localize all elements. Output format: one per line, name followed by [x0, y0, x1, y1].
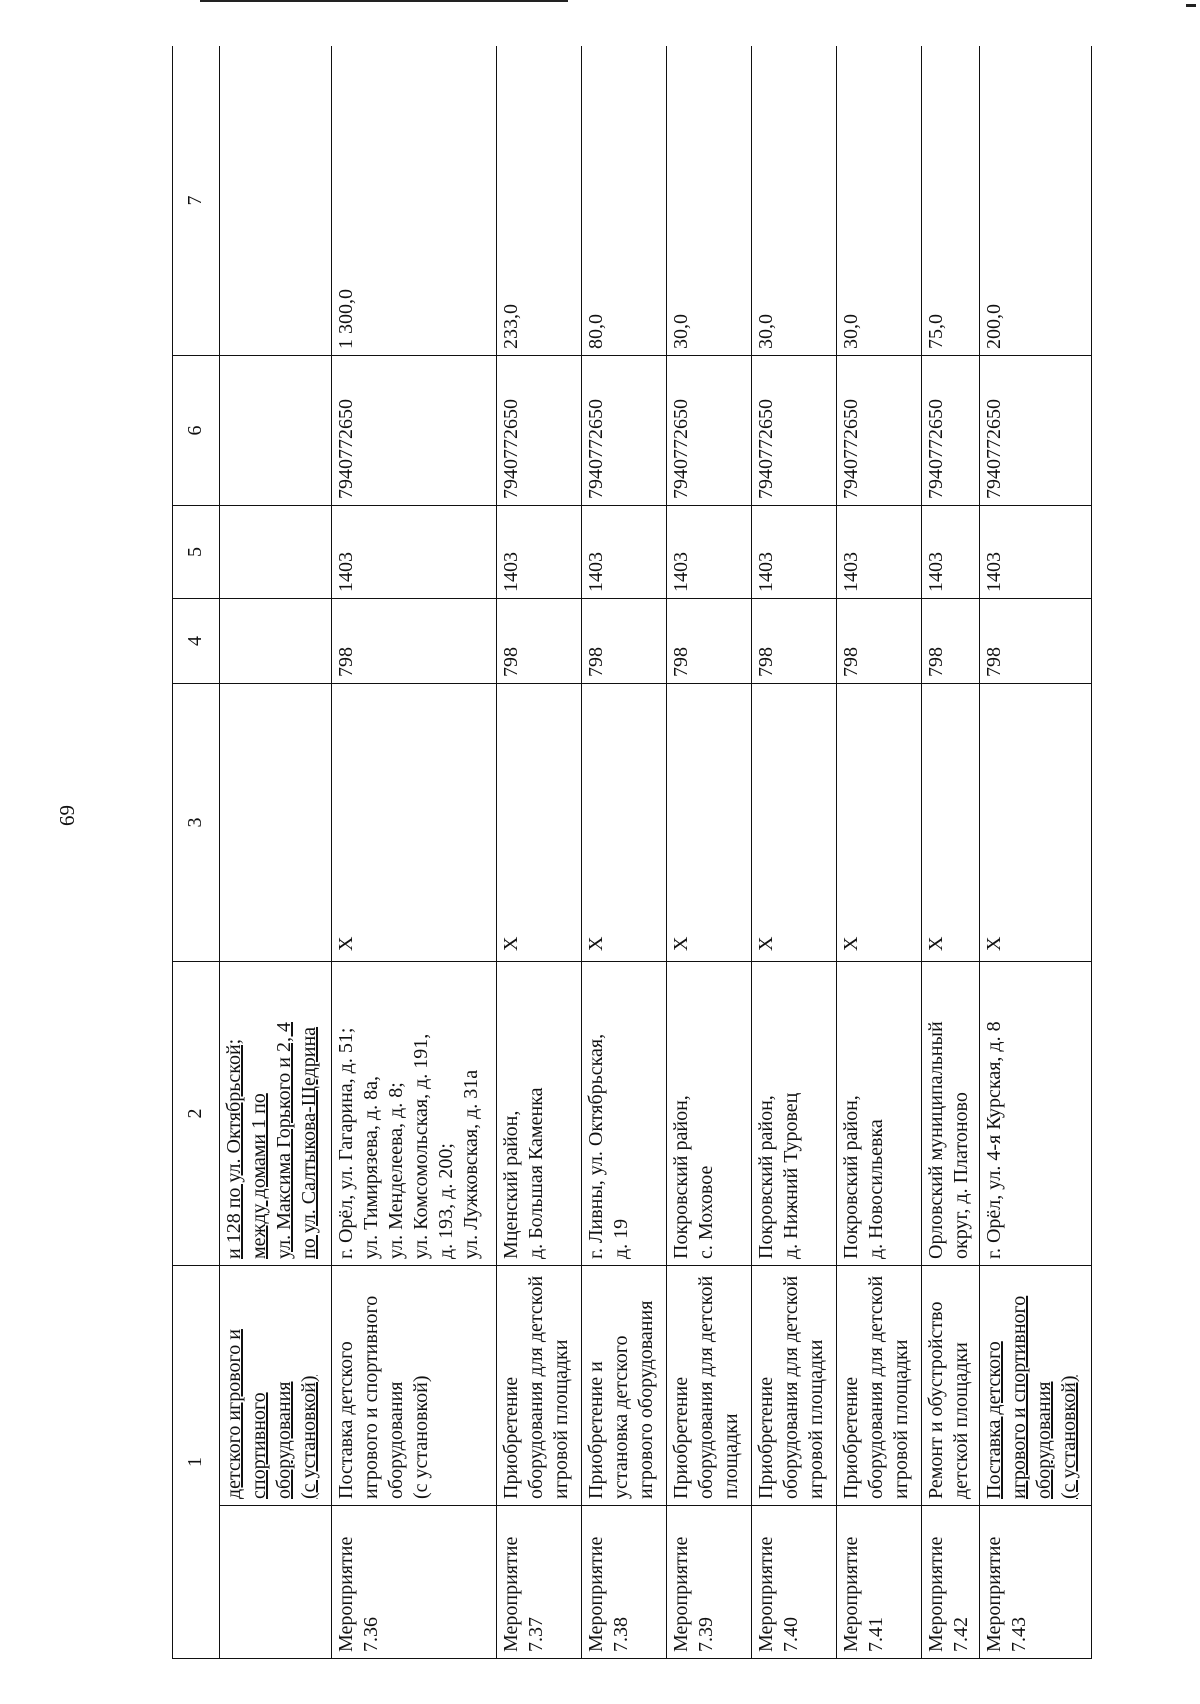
- cell-address: Покровский район, с. Моховое: [666, 962, 751, 1266]
- cell-col7: 30,0: [751, 46, 836, 356]
- cell-address: Мценский район, д. Большая Каменка: [497, 962, 582, 1266]
- table-row: [751, 46, 836, 1659]
- cell-col7: 30,0: [666, 46, 751, 356]
- table-row: [980, 46, 1092, 1659]
- table-row: [497, 46, 582, 1659]
- cell-col4: 798: [836, 599, 921, 684]
- cell-event: Мероприятие 7.43: [980, 1506, 1092, 1659]
- cell-col4: 798: [751, 599, 836, 684]
- cell-col5: 1403: [332, 506, 497, 599]
- header-cell-2: 2: [173, 962, 220, 1266]
- cell-col7: 1 300,0: [332, 46, 497, 356]
- top-rule: [200, 0, 568, 2]
- cell-col6: 7940772650: [921, 356, 979, 506]
- page-number: [52, 795, 82, 835]
- header-cell-4: 4: [173, 599, 220, 684]
- table-row: [332, 46, 497, 1659]
- table-row: [666, 46, 751, 1659]
- cell-name: детского игрового и спортивного оборудования (с установкой): [219, 1266, 332, 1506]
- cell-col3: Х: [497, 684, 582, 962]
- measures-table: [172, 46, 1092, 1659]
- table-row: [921, 46, 979, 1659]
- cell-col6: 7940772650: [497, 356, 582, 506]
- cell-col3: [219, 684, 332, 962]
- cell-col6: 7940772650: [836, 356, 921, 506]
- header-cell-6: 6: [173, 356, 220, 506]
- cell-event: Мероприятие 7.36: [332, 1506, 497, 1659]
- header-cell-1: 1: [173, 1266, 220, 1659]
- header-cell-7: 7: [173, 46, 220, 356]
- cell-col6: 7940772650: [751, 356, 836, 506]
- cell-name: Приобретение оборудования для детской игровой площадки: [836, 1266, 921, 1506]
- rotated-table-wrapper: [172, 46, 1092, 1659]
- page-number-text: 69: [54, 804, 79, 826]
- table-row-continued: [219, 46, 332, 1659]
- cell-col3: Х: [836, 684, 921, 962]
- cell-address: и 128 по ул. Октябрьской; между домами 1 по ул. Максима Горького и 2, 4 по ул. Салтыкова-Щедрина: [219, 962, 332, 1266]
- cell-name: Приобретение оборудования для детской игровой площадки: [751, 1266, 836, 1506]
- cell-event: Мероприятие 7.40: [751, 1506, 836, 1659]
- cell-col7: [219, 46, 332, 356]
- cell-address: г. Орёл, ул. Гагарина, д. 51; ул. Тимирязева, д. 8а, ул. Менделеева, д. 8; ул. Комсомольская, д. 191, д. 193, д. 200; ул. Лужковская, д. 31а: [332, 962, 497, 1266]
- cell-col5: [219, 506, 332, 599]
- cell-col5: 1403: [582, 506, 667, 599]
- cell-address: Орловский муниципальный округ, д. Платоново: [921, 962, 979, 1266]
- cell-name: Поставка детского игрового и спортивного оборудования (с установкой): [980, 1266, 1092, 1506]
- cell-col3: Х: [751, 684, 836, 962]
- cell-col6: [219, 356, 332, 506]
- cell-address: Покровский район, д. Нижний Туровец: [751, 962, 836, 1266]
- cell-col3: Х: [666, 684, 751, 962]
- cell-col3: Х: [332, 684, 497, 962]
- cell-event: Мероприятие 7.42: [921, 1506, 979, 1659]
- header-cell-3: 3: [173, 684, 220, 962]
- header-row: [173, 46, 220, 1659]
- cell-col5: 1403: [836, 506, 921, 599]
- cell-col6: 7940772650: [582, 356, 667, 506]
- cell-col4: 798: [332, 599, 497, 684]
- cell-col4: 798: [980, 599, 1092, 684]
- header-cell-5: 5: [173, 506, 220, 599]
- cell-col5: 1403: [980, 506, 1092, 599]
- cell-address: г. Орёл, ул. 4-я Курская, д. 8: [980, 962, 1092, 1266]
- cell-col4: 798: [582, 599, 667, 684]
- cell-col6: 7940772650: [666, 356, 751, 506]
- document-sheet: [172, 46, 1092, 1659]
- cell-col7: 80,0: [582, 46, 667, 356]
- table-row: [836, 46, 921, 1659]
- cell-name: Приобретение и установка детского игрового оборудования: [582, 1266, 667, 1506]
- cell-event: [219, 1506, 332, 1659]
- cell-name: Ремонт и обустройство детской площадки: [921, 1266, 979, 1506]
- cell-col7: 233,0: [497, 46, 582, 356]
- cell-col5: 1403: [666, 506, 751, 599]
- cell-col5: 1403: [497, 506, 582, 599]
- cell-col3: Х: [921, 684, 979, 962]
- table-row: [582, 46, 667, 1659]
- cell-name: Приобретение оборудования для детской игровой площадки: [497, 1266, 582, 1506]
- cell-col7: 200,0: [980, 46, 1092, 356]
- cell-address: Покровский район, д. Новосильевка: [836, 962, 921, 1266]
- cell-col5: 1403: [921, 506, 979, 599]
- cell-address: г. Ливны, ул. Октябрьская, д. 19: [582, 962, 667, 1266]
- cell-col6: 7940772650: [332, 356, 497, 506]
- cell-col6: 7940772650: [980, 356, 1092, 506]
- cell-col7: 30,0: [836, 46, 921, 356]
- cell-event: Мероприятие 7.41: [836, 1506, 921, 1659]
- cell-col4: [219, 599, 332, 684]
- cell-col7: 75,0: [921, 46, 979, 356]
- edge-mark: [1186, 4, 1196, 7]
- cell-col3: Х: [980, 684, 1092, 962]
- cell-col5: 1403: [751, 506, 836, 599]
- cell-event: Мероприятие 7.37: [497, 1506, 582, 1659]
- cell-name: Приобретение оборудования для детской площадки: [666, 1266, 751, 1506]
- cell-event: Мероприятие 7.38: [582, 1506, 667, 1659]
- cell-event: Мероприятие 7.39: [666, 1506, 751, 1659]
- cell-name: Поставка детского игрового и спортивного оборудования (с установкой): [332, 1266, 497, 1506]
- cell-col4: 798: [921, 599, 979, 684]
- cell-col4: 798: [666, 599, 751, 684]
- cell-col3: Х: [582, 684, 667, 962]
- cell-col4: 798: [497, 599, 582, 684]
